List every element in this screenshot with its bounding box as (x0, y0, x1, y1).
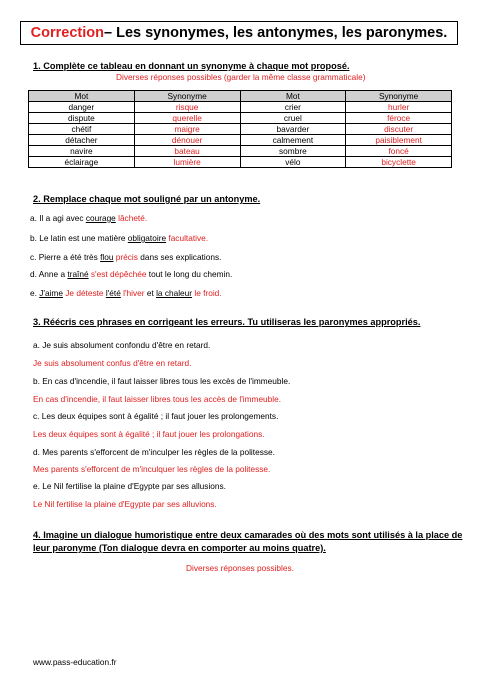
synonym-cell: bateau (134, 146, 240, 157)
synonym-table (28, 90, 452, 168)
synonym-cell: paisiblement (346, 135, 452, 146)
paronym-sentence: d. Mes parents s'efforcent de m'inculper les règles de la politesse. (33, 447, 275, 457)
synonym-cell: bicyclette (346, 157, 452, 168)
answer-text: l'hiver (120, 288, 145, 298)
section-4-hint: Diverses réponses possibles. (186, 563, 294, 573)
paronym-correction: Mes parents s'efforcent de m'inculquer les règles de la politesse. (33, 464, 271, 474)
answer-text: facultative. (166, 233, 209, 243)
word-cell: dispute (29, 113, 135, 124)
word-cell: détacher (29, 135, 135, 146)
section-2-title: 2. Remplace chaque mot souligné par un antonyme. (33, 194, 261, 204)
footer-website: www.pass-education.fr (33, 657, 117, 667)
paronym-sentence: c. Les deux équipes sont à égalité ; il faut jouer les prolongements. (33, 411, 279, 421)
title-text: – Les synonymes, les antonymes, les paronymes. (104, 25, 448, 41)
word-cell: cruel (240, 113, 346, 124)
antonym-item-a (30, 213, 147, 223)
section-4-title-continued: leur paronyme (Ton dialogue devra en comporter au moins quatre). (33, 543, 326, 553)
sentence-text: a. Il a agi avec (30, 213, 86, 223)
synonym-cell: risque (134, 102, 240, 113)
paronym-correction: Je suis absolument confus d'être en retard. (33, 358, 192, 368)
synonym-cell: discuter (346, 124, 452, 135)
underlined-word: la chaleur (156, 288, 193, 298)
underlined-word: obligatoire (127, 233, 167, 243)
sentence-text: c. Pierre a été très (30, 252, 101, 262)
answer-text: lâcheté. (115, 213, 148, 223)
underlined-word: J'aime (39, 288, 63, 298)
word-cell: navire (29, 146, 135, 157)
table-header-row (29, 91, 452, 102)
table-row (29, 157, 452, 168)
answer-text: précis (113, 252, 138, 262)
page-title (20, 21, 458, 45)
table-row (29, 124, 452, 135)
sentence-text: dans ses explications. (137, 252, 222, 262)
antonym-item-b (30, 233, 208, 243)
sentence-text: b. Le latin est une matière (30, 233, 128, 243)
underlined-word: traîné (67, 269, 89, 279)
antonym-item-e (30, 288, 222, 298)
synonym-cell: foncé (346, 146, 452, 157)
word-cell: éclairage (29, 157, 135, 168)
sentence-text: e. (30, 288, 40, 298)
paronym-correction: Les deux équipes sont à égalité ; il faut jouer les prolongations. (33, 429, 265, 439)
synonym-cell: hurler (346, 102, 452, 113)
synonym-cell: maigre (134, 124, 240, 135)
answer-text: s'est dépêchée (88, 269, 147, 279)
table-row (29, 135, 452, 146)
word-cell: calmement (240, 135, 346, 146)
synonym-cell: féroce (346, 113, 452, 124)
sentence-text: et (144, 288, 157, 298)
paronym-sentence: b. En cas d'incendie, il faut laisser libres tous les excès de l'immeuble. (33, 376, 291, 386)
column-header: Mot (29, 91, 135, 102)
table-row (29, 146, 452, 157)
underlined-word: flou (100, 252, 114, 262)
paronym-correction: Le Nil fertilise la plaine d'Egypte par ses alluvions. (33, 499, 217, 509)
synonym-cell: dénouer (134, 135, 240, 146)
title-correction: Correction (30, 25, 104, 41)
paronym-sentence: a. Je suis absolument confondu d'être en retard. (33, 340, 211, 350)
word-cell: crier (240, 102, 346, 113)
antonym-item-d (30, 269, 232, 279)
answer-text: Je déteste (62, 288, 106, 298)
column-header: Mot (240, 91, 346, 102)
word-cell: danger (29, 102, 135, 113)
synonym-cell: querelle (134, 113, 240, 124)
column-header: Synonyme (346, 91, 452, 102)
table-row (29, 113, 452, 124)
answer-text: le froid. (192, 288, 222, 298)
section-4-title: 4. Imagine un dialogue humoristique entre deux camarades où des mots sont utilisés à la place de (33, 530, 463, 540)
section-3-title: 3. Réécris ces phrases en corrigeant les erreurs. Tu utiliseras les paronymes appropriés. (33, 317, 421, 327)
section-1-hint: Diverses réponses possibles (garder la même classe grammaticale) (116, 72, 366, 82)
underlined-word: l'été (105, 288, 121, 298)
synonym-cell: lumière (134, 157, 240, 168)
paronym-correction: En cas d'incendie, il faut laisser libres tous les accès de l'immeuble. (33, 394, 282, 404)
word-cell: vélo (240, 157, 346, 168)
paronym-sentence: e. Le Nil fertilise la plaine d'Egypte par ses allusions. (33, 481, 226, 491)
word-cell: sombre (240, 146, 346, 157)
sentence-text: d. Anne a (30, 269, 68, 279)
section-1-title: 1. Complète ce tableau en donnant un synonyme à chaque mot proposé. (33, 61, 350, 71)
word-cell: chétif (29, 124, 135, 135)
column-header: Synonyme (134, 91, 240, 102)
sentence-text: tout le long du chemin. (146, 269, 233, 279)
antonym-item-c (30, 252, 221, 262)
word-cell: bavarder (240, 124, 346, 135)
underlined-word: courage (85, 213, 116, 223)
table-row (29, 102, 452, 113)
